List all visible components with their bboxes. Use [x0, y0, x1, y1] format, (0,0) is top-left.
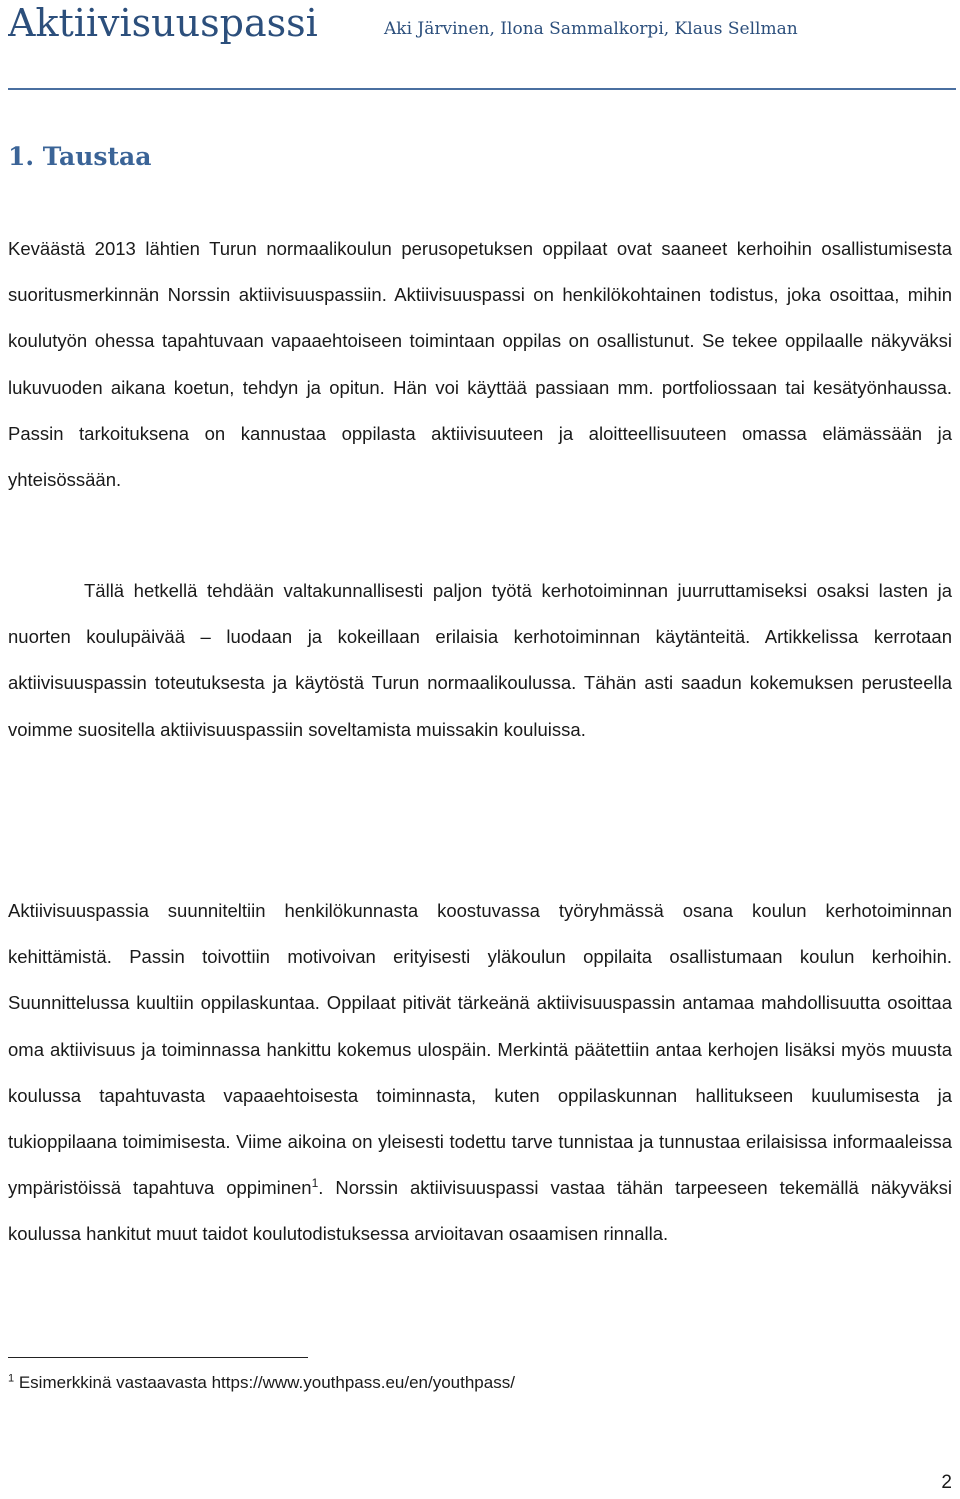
footnote-reference: 1	[311, 1176, 319, 1191]
page-number: 2	[941, 1472, 952, 1493]
paragraph-3-text-a: Aktiivisuuspassia suunniteltiin henkilökunnasta koostuvassa työryhmässä osana koulun kerhotoiminnan kehittämistä. Passin toivottiin motivoivan erityisesti yläkoulun oppilaita osallistumaan koulun kerhoihin. Suunnittelussa kuultiin oppilaskuntaa. Oppilaat pitivät tärkeänä aktiivisuuspassin antamaa mahdollisuutta osoittaa oma aktiivisuus ja toiminnassa hankittu kokemus ulospäin. Merkintä päätettiin antaa kerhojen lisäksi myös muusta koulussa tapahtuvasta vapaaehtoisesta toiminnasta, kuten oppilaskunnan hallitukseen kuulumisesta ja tukioppilaana toimimisesta. Viime aikoina on yleisesti todettu tarve tunnistaa ja tunnustaa erilaisissa informaaleissa ympäristöissä tapahtuva oppiminen	[8, 900, 952, 1199]
paragraph-3	[8, 888, 952, 1258]
footnote-number: 1	[8, 1372, 15, 1385]
section-heading: 1. Taustaa	[8, 142, 152, 171]
paragraph-2: Tällä hetkellä tehdään valtakunnallisesti paljon työtä kerhotoiminnan juurruttamiseksi osaksi lasten ja nuorten koulupäivää – luodaan ja kokeillaan erilaisia kerhotoiminnan käytänteitä. Artikkelissa kerrotaan aktiivisuuspassin toteutuksesta ja käytöstä Turun normaalikoulussa. Tähän asti saadun kokemuksen perusteella voimme suositella aktiivisuuspassiin soveltamista muissakin kouluissa.	[8, 580, 952, 740]
document-title: Aktiivisuuspassi	[8, 1, 318, 45]
page-header	[8, 0, 956, 90]
paragraph-1: Keväästä 2013 lähtien Turun normaalikoulun perusopetuksen oppilaat ovat saaneet kerhoihin osallistumisesta suoritusmerkinnän Norssin aktiivisuuspassiin. Aktiivisuuspassi on henkilökohtainen todistus, joka osoittaa, mihin koulutyön ohessa tapahtuvaan vapaaehtoiseen toimintaan oppilas on osallistunut. Se tekee oppilaalle näkyväksi lukuvuoden aikana koetun, tehdyn ja opitun. Hän voi käyttää passiaan mm. portfoliossaan tai kesätyönhaussa. Passin tarkoituksena on kannustaa oppilasta aktiivisuuteen ja aloitteellisuuteen omassa elämässään ja yhteisössään.	[8, 238, 952, 491]
paragraph-3-text-b: . Norssin aktiivisuuspassi vastaa tähän tarpeeseen tekemällä näkyväksi koulussa hankitut muut taidot koulutodistuksessa arvioitavan osaamisen rinnalla.	[8, 1177, 952, 1245]
footnote-text: Esimerkkinä vastaavasta https://www.youthpass.eu/en/youthpass/	[14, 1373, 515, 1392]
footnote	[8, 1370, 515, 1396]
footnote-separator	[8, 1357, 308, 1358]
document-authors: Aki Järvinen, Ilona Sammalkorpi, Klaus Sellman	[384, 19, 798, 39]
